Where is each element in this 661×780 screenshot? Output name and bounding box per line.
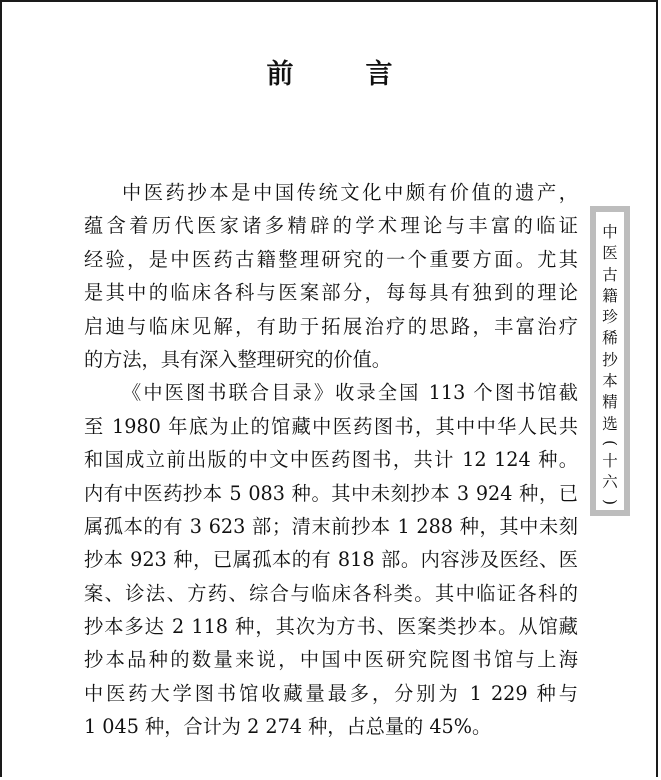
series-title-char: 古: [602, 265, 618, 284]
text-line: 的方法，具有深入整理研究的价值。: [84, 347, 391, 371]
series-title-char: 珍: [602, 308, 618, 327]
paragraph-1: [84, 176, 578, 376]
text-line: 是其中的临床各科与医案部分，每每具有独到的理论: [84, 281, 578, 305]
text-line: 抄本品种的数量来说，中国中医研究院图书馆与上海: [84, 648, 578, 672]
volume-open-paren: (: [601, 439, 619, 446]
text-line: 至 1980 年底为止的馆藏中医药图书，其中中华人民共: [84, 414, 578, 438]
series-title-char: 精: [602, 393, 618, 412]
page-title-char-1: 前: [266, 59, 296, 90]
text-line: 案、诊法、方药、综合与临床各科类。其中临证各科的: [84, 581, 578, 605]
text-line: 经验，是中医药古籍整理研究的一个重要方面。尤其: [84, 247, 578, 271]
paragraph-2: [84, 376, 578, 743]
series-title-char: 籍: [602, 286, 618, 305]
series-title-char: 中: [602, 223, 618, 241]
text-line: 中医药大学图书馆收藏量最多，分别为 1 229 种与: [84, 681, 578, 705]
series-title-char: 选: [602, 414, 618, 433]
series-title-char: 抄: [602, 350, 618, 369]
text-line: 内有中医药抄本 5 083 种。其中未刻抄本 3 924 种，已: [84, 481, 578, 505]
series-side-tab: [590, 206, 630, 516]
page-title-char-2: 言: [365, 59, 395, 90]
page-title: [0, 52, 661, 91]
text-line: 中医药抄本是中国传统文化中颇有价值的遗产，: [122, 181, 578, 204]
text-line: 抄本 923 种，已属孤本的有 818 部。内容涉及医经、医: [84, 548, 578, 572]
body-text: [84, 176, 578, 744]
text-line: 和国成立前出版的中文中医药图书，共计 12 124 种。: [84, 448, 578, 472]
series-title-char: 稀: [602, 329, 618, 348]
series-title-char: 本: [602, 372, 618, 391]
text-line: 抄本多达 2 118 种，其次为方书、医案类抄本。从馆藏: [84, 615, 578, 639]
volume-number-char: 十: [602, 451, 618, 470]
series-title-char: 医: [602, 244, 618, 263]
text-line: 《中医图书联合目录》收录全国 113 个图书馆截: [122, 381, 578, 405]
series-side-tab-inner: [596, 212, 624, 510]
volume-close-paren: ): [601, 498, 619, 505]
text-line: 1 045 种，合计为 2 274 种，占总量的 45%。: [84, 715, 492, 739]
text-line: 启迪与临床见解，有助于拓展治疗的思路，丰富治疗: [84, 314, 578, 338]
text-line: 蕴含着历代医家诸多精辟的学术理论与丰富的临证: [84, 214, 578, 238]
text-line: 属孤本的有 3 623 部；清末前抄本 1 288 种，其中未刻: [84, 514, 578, 538]
volume-number-char: 六: [602, 473, 618, 492]
